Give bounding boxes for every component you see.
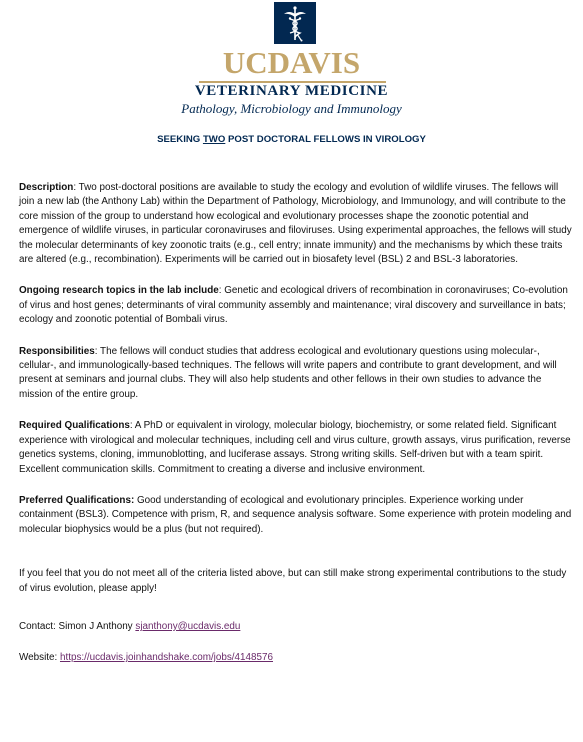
- required-qualifications-label: Required Qualifications: [19, 420, 130, 432]
- wordmark-uc: UC: [222, 45, 268, 80]
- closing-paragraph: If you feel that you do not meet all of the criteria listed above, but can still make strong experimental contributions to the study of virus evolution, please apply!: [19, 568, 567, 594]
- preferred-qualifications-text: Good understanding of ecological and evolutionary principles. Experience working under containment (BSL3). Competence with prism, R, and sequence analysis software. Some experience with protein modeling and molecular biophysics would be a plus (but not required).: [19, 494, 572, 535]
- wordmark-davis: DAVIS: [267, 45, 361, 80]
- description-label: Description: [19, 182, 74, 193]
- description-paragraph: [19, 181, 574, 267]
- website-label: Website:: [19, 652, 60, 664]
- preferred-qualifications-paragraph: [19, 494, 574, 537]
- description-text: : Two post-doctoral positions are available to study the ecology and evolution of wildlife viruses. The fellows will join a new lab (the Anthony Lab) within the Department of Pathology, Microbiology, and Immunology, and will contribute to the core mission of the group to understand how ecological and evolutionary processes shape the zoonotic potential and emergence of wildlife viruses, in particular coronaviruses and filoviruses. Using experimental approaches, the fellows will study the molecular determinants of key zoonotic traits (e.g., cell entry; innate immunity) and the mechanisms by which these traits are altered (e.g., recombination). Experiments will be carried out in biosafety level (BSL) 2 and BSL-3 laboratories.: [19, 182, 572, 266]
- page-title: [0, 134, 583, 145]
- required-qualifications-text: : A PhD or equivalent in virology, molecular biology, biochemistry, or some related field. Significant experience with virological and molecular techniques, including cell and virus culture, growth assays, virus purification, reverse genetics systems, cloning, immunoblotting, and luciferase assays. Strong writing skills. Self-driven but with a team spirit. Excellent communication skills. Commitment to creating a diverse and inclusive environment.: [19, 420, 571, 475]
- ongoing-research-label: Ongoing research topics in the lab include: [19, 285, 219, 297]
- title-after: POST DOCTORAL FELLOWS IN VIROLOGY: [225, 134, 426, 145]
- caduceus-icon: [274, 2, 316, 44]
- contact-email-link[interactable]: sjanthony@ucdavis.edu: [135, 620, 241, 632]
- website-link[interactable]: https://ucdavis.joinhandshake.com/jobs/4148576: [59, 652, 273, 664]
- document-body: [19, 181, 574, 683]
- school-name: VETERINARY MEDICINE: [194, 83, 389, 99]
- title-underlined: TWO: [202, 134, 226, 145]
- uc-davis-wordmark: [0, 46, 583, 80]
- ongoing-research-paragraph: [19, 284, 574, 327]
- responsibilities-label: Responsibilities: [19, 345, 95, 357]
- title-before: SEEKING: [157, 134, 203, 145]
- department-name: Pathology, Microbiology and Immunology: [181, 101, 402, 116]
- contact-label: Contact: Simon J Anthony: [19, 620, 136, 632]
- website-line: [19, 651, 574, 665]
- required-qualifications-paragraph: [19, 419, 574, 477]
- responsibilities-text: : The fellows will conduct studies that address ecological and evolutionary questions using molecular-, cellular-, and immunologically-based techniques. The fellows will write papers and contribute to grant development, and will present at seminars and journal clubs. They will also help students and other fellows in their own studies to advance the mission of the entire group.: [19, 345, 557, 400]
- contact-line: [19, 620, 574, 634]
- preferred-qualifications-label: Preferred Qualifications:: [19, 494, 135, 506]
- ongoing-research-text: : Genetic and ecological drivers of recombination in coronaviruses; Co-evolution of virus and host genes; determinants of viral community assembly and maintenance; viral discovery and surveillance in bats; ecology and zoonotic potential of Bombali virus.: [19, 285, 568, 326]
- responsibilities-paragraph: [19, 345, 574, 403]
